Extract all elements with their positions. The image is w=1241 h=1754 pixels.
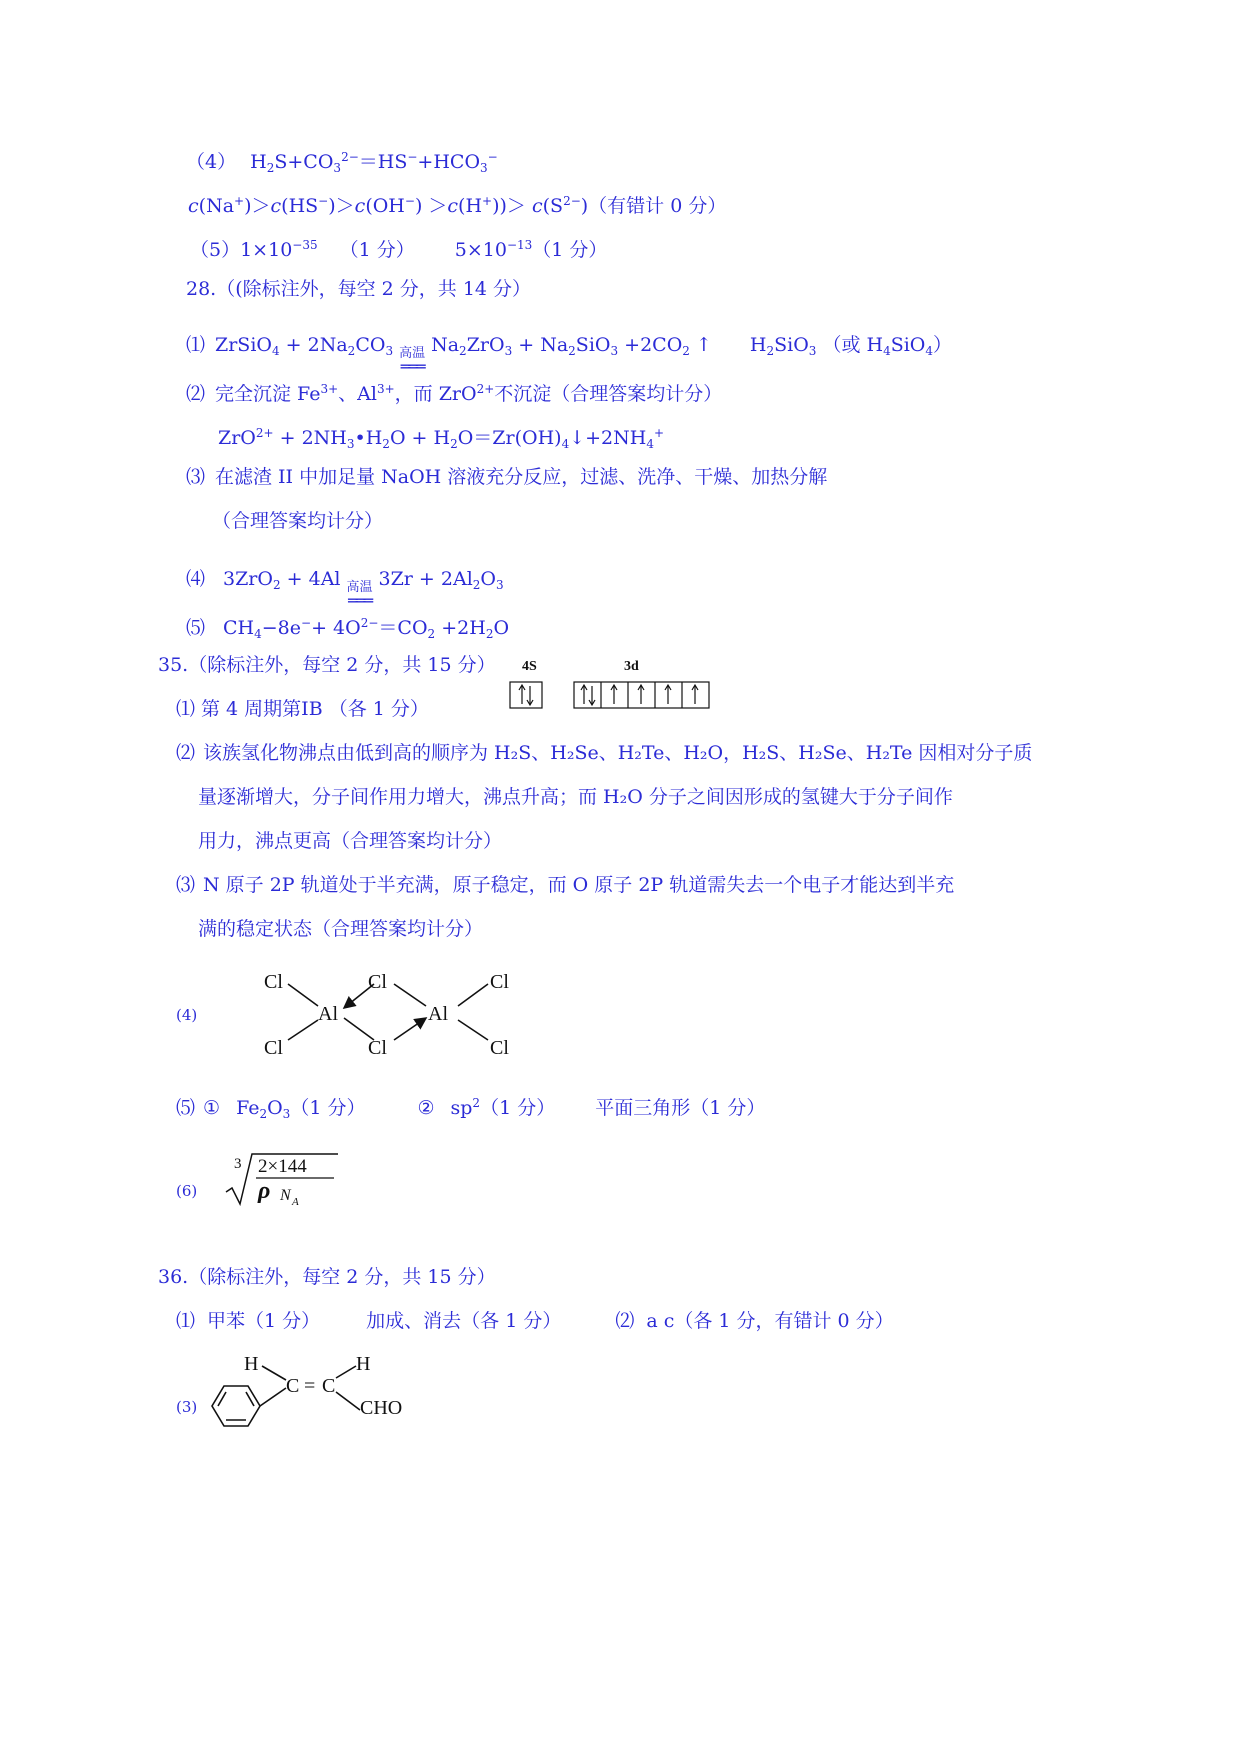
q35-p2-l3: 用力，沸点更高（合理答案均计分） xyxy=(198,830,503,852)
al-atom: Al xyxy=(428,1003,448,1025)
cinnamaldehyde-structure xyxy=(204,1348,434,1428)
part-label: ⑷ xyxy=(186,568,206,590)
benzene-ring xyxy=(212,1386,260,1426)
q28-title: 28.（(除标注外，每空 2 分，共 14 分） xyxy=(186,278,532,300)
part-label: （4） xyxy=(186,151,237,173)
avogadro-sub: A xyxy=(292,1196,299,1208)
orbital-3d-label: 3d xyxy=(624,659,639,674)
high-temp-condition: 高温 ═══ xyxy=(399,346,426,376)
q27-p4-equation: （4） $H_2S+CO_3^{2-}=HS^-+HCO_3^-$ xyxy=(186,150,498,175)
c-atom: C xyxy=(322,1375,336,1397)
q28-p3: ⑶ 在滤渣 II 中加足量 NaOH 溶液充分反应，过滤、洗净、干燥、加热分解 xyxy=(186,466,828,488)
h-atom: H xyxy=(356,1353,371,1375)
q36-p3-label: (3) xyxy=(176,1398,198,1416)
part-label: ⑸ xyxy=(186,617,206,639)
cho-group: CHO xyxy=(360,1397,403,1419)
part-label: ⑴ xyxy=(176,1310,196,1332)
q35-p2-l1: ⑵ 该族氢化物沸点由低到高的顺序为 H₂S、H₂Se、H₂Te、H₂O，H₂S、H₂Se、H₂Te 因相对分子质 xyxy=(176,742,1033,764)
q35-p6-label: (6) xyxy=(176,1182,198,1200)
q35-p2-l2: 量逐渐增大，分子间作用力增大，沸点升高；而 H₂O 分子之间因形成的氢键大于分子间作 xyxy=(198,786,953,808)
cl-atom: Cl xyxy=(264,1037,283,1059)
cl-atom: Cl xyxy=(490,1037,509,1059)
part-label: ⑴ xyxy=(186,334,206,356)
q35-p1: ⑴ 第 4 周期第ⅠB （各 1 分） xyxy=(176,698,429,720)
c-atom: C xyxy=(286,1375,300,1397)
q35-p3-l2: 满的稳定状态（合理答案均计分） xyxy=(198,918,484,940)
q35-p4-label: (4) xyxy=(176,1006,198,1024)
part-label: ⑶ xyxy=(186,466,206,488)
q28-p2-equation: $ZrO^{2+} + 2NH_3•H_2O$ + $H_2O=Zr(OH)_4↓+2NH_4^+$ xyxy=(218,426,665,451)
q35-p5: ⑸ ① $Fe_2O_3(1$ 分） ② $sp^2(1$ 分） 平面三角形（1 分） xyxy=(176,1096,766,1121)
q36-title: 36.（除标注外，每空 2 分，共 15 分） xyxy=(158,1266,496,1288)
al-atom: Al xyxy=(318,1003,338,1025)
rho-symbol: ρ xyxy=(258,1178,271,1204)
orbital-3d-boxes xyxy=(574,682,709,708)
part-label: ⑵ xyxy=(176,742,196,764)
part-label: ⑸ xyxy=(176,1097,196,1119)
cl-atom: Cl xyxy=(368,971,387,993)
high-temp-condition: 高温 ═══ xyxy=(346,580,373,610)
q35-title: 35.（除标注外，每空 2 分，共 15 分） xyxy=(158,654,496,676)
orbital-4s-box xyxy=(510,682,542,708)
avogadro-n: N xyxy=(280,1187,291,1204)
orbital-diagram xyxy=(506,656,716,712)
part-label: ⑴ xyxy=(176,698,196,720)
q28-p2-text: ⑵ 完全沉淀 $Fe^{3+}$、$Al^{3+}$，而 ZrO$^{2+}$不沉淀（合理答案均计分） xyxy=(186,382,723,405)
part-label: ⑶ xyxy=(176,874,196,896)
double-bond: = xyxy=(304,1375,316,1397)
al2cl6-structure xyxy=(258,964,528,1064)
part-label: ⑵ xyxy=(615,1310,635,1332)
q27-p5: $(5)1\times 10^{-35}$ （1 分） $5\times 10^{-13}(1$ 分） xyxy=(190,238,608,261)
root-index: 3 xyxy=(234,1156,242,1172)
q28-p3-note: （合理答案均计分） xyxy=(212,510,384,532)
orbital-4s-label: 4S xyxy=(522,659,537,674)
q35-p3-l1: ⑶ N 原子 2P 轨道处于半充满，原子稳定，而 O 原子 2P 轨道需失去一个电子才能达到半充 xyxy=(176,874,955,896)
q28-p4-equation: ⑷ 3ZrO$_2$ + 4Al 高温 ═══ $3Zr + 2Al_2O_3$ xyxy=(186,568,504,610)
q28-p1-equation: ⑴ ZrSiO$_4$ + $2Na_2CO_3$ 高温 ═══ $Na_2ZrO_3 + Na_2SiO_3 +2CO_2$ ↑ $H_2SiO_3$ （或 $H_4SiO_4$） xyxy=(186,334,953,376)
cube-root-formula xyxy=(222,1146,352,1210)
cl-atom: Cl xyxy=(490,971,509,993)
q36-p1-p2: ⑴ 甲苯（1 分） 加成、消去（各 1 分） ⑵ a c（各 1 分，有错计 0 分） xyxy=(176,1310,894,1332)
h-atom: H xyxy=(244,1353,259,1375)
q27-p4-order: $c(Na^+)>c(HS^-)>c(OH^-) >c(H^+))> c(S^{2-})$（有错计 0 分） xyxy=(188,194,727,217)
part-label: （5） xyxy=(190,239,241,261)
cl-atom: Cl xyxy=(264,971,283,993)
cl-atom: Cl xyxy=(368,1037,387,1059)
part-label: ⑵ xyxy=(186,383,206,405)
numerator: 2×144 xyxy=(258,1156,307,1177)
q28-p5-equation: ⑸ $CH_4-8e^-+ 4O^{2-}=CO_2 +2H_2O$ xyxy=(186,616,510,641)
